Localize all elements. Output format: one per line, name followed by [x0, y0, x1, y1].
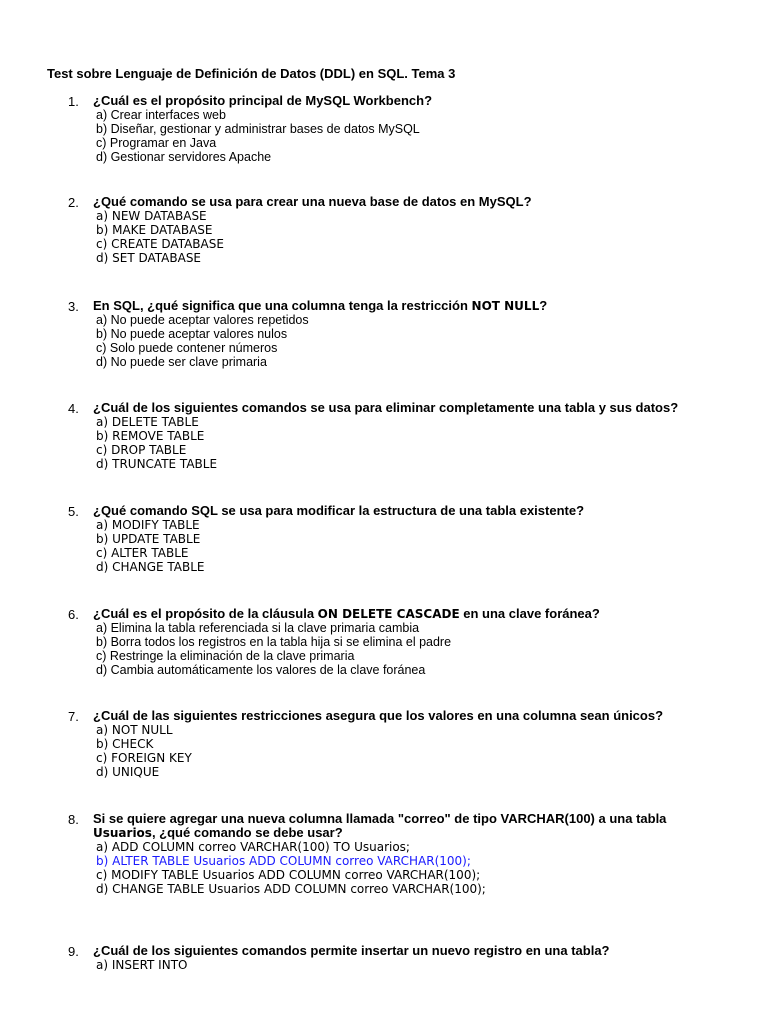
option-a: a) NOT NULL	[96, 723, 173, 737]
option-b: b) Diseñar, gestionar y administrar bases de datos MySQL	[96, 122, 420, 136]
option-a: a) DELETE TABLE	[96, 415, 199, 429]
options-list	[96, 958, 187, 972]
option-a: a) INSERT INTO	[96, 958, 188, 972]
options-list	[96, 209, 224, 265]
question-text: ¿Cuál de las siguientes restricciones asegura que los valores en una columna sean únicos?	[93, 708, 664, 723]
option-b: b) Borra todos los registros en la tabla hija si se elimina el padre	[96, 635, 452, 649]
code-term: ON DELETE CASCADE	[317, 607, 460, 621]
question-number: 6.	[68, 607, 79, 622]
question-number: 5.	[68, 504, 79, 519]
question-number: 2.	[68, 195, 79, 210]
options-list	[96, 723, 192, 779]
options-list	[96, 840, 486, 896]
option-d: d) TRUNCATE TABLE	[96, 457, 218, 471]
question-text	[93, 607, 693, 621]
option-b: b) CHECK	[96, 737, 154, 751]
question-number: 4.	[68, 401, 79, 416]
options-list	[96, 415, 217, 471]
question-text	[93, 299, 693, 313]
page-title: Test sobre Lenguaje de Definición de Datos (DDL) en SQL. Tema 3	[47, 66, 456, 81]
option-b: b) No puede aceptar valores nulos	[96, 327, 288, 341]
question-number: 1.	[68, 94, 79, 109]
question-text: ¿Cuál es el propósito principal de MySQL Workbench?	[93, 93, 433, 108]
option-a: a) Elimina la tabla referenciada si la clave primaria cambia	[96, 621, 420, 635]
option-d: d) SET DATABASE	[96, 251, 202, 265]
option-b: b) REMOVE TABLE	[96, 429, 205, 443]
option-c: c) Solo puede contener números	[96, 341, 278, 355]
question-text: ¿Cuál de los siguientes comandos permite insertar un nuevo registro en una tabla?	[93, 943, 610, 958]
question-number: 7.	[68, 709, 79, 724]
option-d: d) No puede ser clave primaria	[96, 355, 267, 369]
options-list	[96, 621, 451, 677]
question-text-start: En SQL, ¿qué significa que una columna tenga la restricción	[93, 298, 472, 313]
question-number: 8.	[68, 812, 79, 827]
option-c: c) DROP TABLE	[96, 443, 187, 457]
question-text-start: ¿Cuál es el propósito de la cláusula	[93, 606, 318, 621]
question-number: 3.	[68, 299, 79, 314]
question-text-end: en una clave foránea?	[459, 606, 600, 621]
question-text-end: ?	[539, 298, 548, 313]
option-c: c) MODIFY TABLE Usuarios ADD COLUMN correo VARCHAR(100);	[96, 868, 481, 882]
option-a: a) Crear interfaces web	[96, 108, 226, 122]
option-b-highlighted: b) ALTER TABLE Usuarios ADD COLUMN correo VARCHAR(100);	[96, 854, 471, 868]
option-c: c) Restringe la eliminación de la clave primaria	[96, 649, 355, 663]
option-a: a) MODIFY TABLE	[96, 518, 200, 532]
question-number: 9.	[68, 944, 79, 959]
code-term: Usuarios	[93, 826, 152, 840]
question-text	[93, 812, 693, 840]
option-a: a) No puede aceptar valores repetidos	[96, 313, 309, 327]
option-c: c) CREATE DATABASE	[96, 237, 224, 251]
option-b: b) UPDATE TABLE	[96, 532, 201, 546]
question-text-end: , ¿qué comando se debe usar?	[151, 825, 343, 840]
code-term: NOT NULL	[471, 299, 540, 313]
option-c: c) ALTER TABLE	[96, 546, 189, 560]
option-c: c) Programar en Java	[96, 136, 217, 150]
question-text-line-2	[93, 826, 693, 840]
option-d: d) CHANGE TABLE Usuarios ADD COLUMN correo VARCHAR(100);	[96, 882, 486, 896]
option-a: a) ADD COLUMN correo VARCHAR(100) TO Usuarios;	[96, 840, 410, 854]
option-d: d) UNIQUE	[96, 765, 160, 779]
options-list	[96, 108, 420, 164]
question-text: ¿Qué comando se usa para crear una nueva base de datos en MySQL?	[93, 194, 532, 209]
options-list	[96, 518, 205, 574]
option-d: d) Gestionar servidores Apache	[96, 150, 272, 164]
question-text-line-1: Si se quiere agregar una nueva columna llamada "correo" de tipo VARCHAR(100) a una tabla	[93, 811, 667, 826]
option-c: c) FOREIGN KEY	[96, 751, 192, 765]
options-list	[96, 313, 309, 369]
option-b: b) MAKE DATABASE	[96, 223, 213, 237]
question-text: ¿Cuál de los siguientes comandos se usa para eliminar completamente una tabla y sus datos?	[93, 400, 679, 415]
option-a: a) NEW DATABASE	[96, 209, 207, 223]
option-d: d) CHANGE TABLE	[96, 560, 205, 574]
question-text: ¿Qué comando SQL se usa para modificar la estructura de una tabla existente?	[93, 503, 585, 518]
option-d: d) Cambia automáticamente los valores de la clave foránea	[96, 663, 426, 677]
